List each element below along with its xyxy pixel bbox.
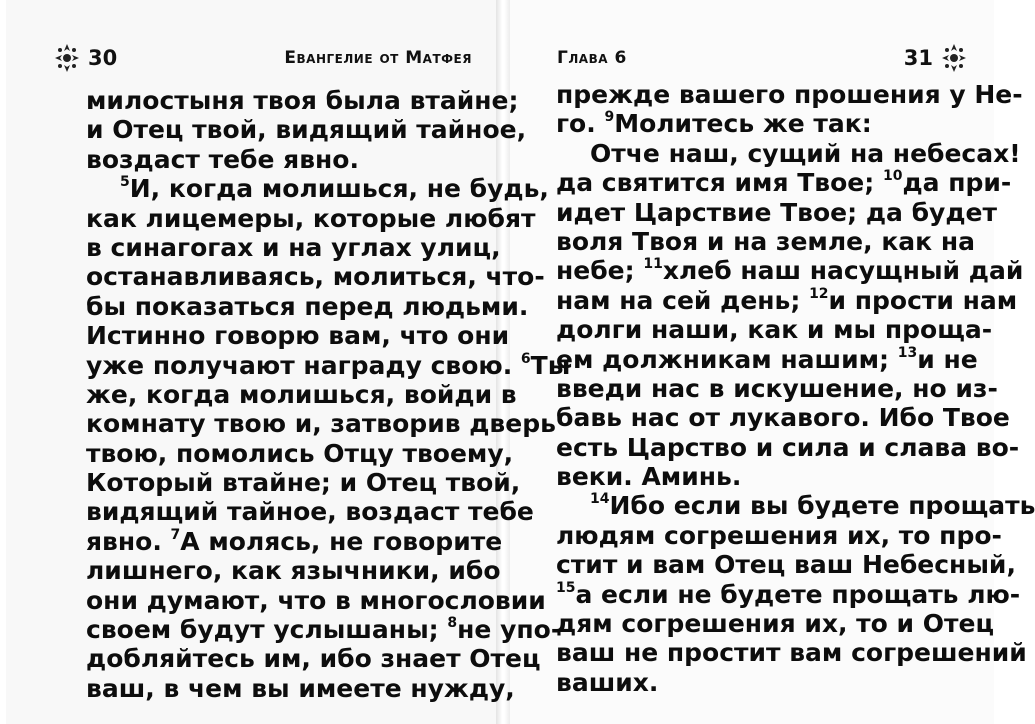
text-line (556, 491, 1035, 521)
text-run: воля Твоя и на земле, как на (556, 226, 975, 256)
text-line (86, 379, 517, 409)
text-run: хлеб наш насущный дай (662, 256, 1024, 286)
text-run: и Отец твой, видящий тайное, (86, 115, 527, 145)
text-run: долги наши, как и мы проща- (556, 315, 993, 345)
text-run: дям согрешения их, то и Отец (556, 609, 995, 639)
text-line (556, 344, 978, 374)
text-line (556, 638, 1027, 668)
text-run: есть Царство и сила и слава во- (556, 432, 1020, 462)
text-run: веки. Аминь. (556, 462, 742, 492)
text-run: введи нас в искушение, но из- (556, 373, 998, 403)
text-run: ваш, в чем вы имеете нужду, (86, 673, 515, 703)
text-line (86, 145, 468, 174)
text-run: го. (556, 109, 605, 139)
text-run: да святится имя Твое; (556, 168, 883, 198)
verse-number: 9 (604, 109, 615, 126)
text-line (86, 232, 501, 262)
verse-number: 7 (170, 526, 181, 543)
text-run: твою, помолись Отцу твоему, (86, 438, 514, 468)
text-line (556, 197, 997, 227)
text-line (86, 673, 515, 703)
text-line (556, 579, 1021, 609)
text-line (86, 203, 536, 233)
text-run: Отче наш, сущий на небесах! (590, 138, 1021, 168)
text-run: своем будут услышаны; (86, 615, 448, 645)
text-run: небе; (556, 256, 644, 286)
right-running-head (557, 40, 969, 76)
text-line (86, 262, 545, 292)
verse-number: 10 (882, 168, 903, 185)
right-body-text (556, 80, 1035, 697)
text-line (556, 109, 940, 138)
text-line (86, 174, 549, 204)
text-run: в синагогах и на углах улиц, (86, 232, 501, 262)
text-line (86, 468, 521, 498)
text-run: прежде вашего прошения у Не- (556, 80, 1023, 109)
text-line (86, 409, 556, 439)
verse-number: 5 (120, 174, 130, 191)
text-run: ваших. (556, 667, 659, 697)
text-line (556, 315, 993, 345)
text-run: а если не будете прощать лю- (575, 579, 1021, 609)
text-run: ем должникам нашим; (556, 344, 898, 374)
text-run: бы показаться перед людьми. (86, 291, 529, 321)
text-run: останавливаясь, молиться, что- (86, 262, 545, 292)
text-run: стит и вам Отец ваш Небесный, (556, 550, 1016, 580)
text-run: лишнего, как язычники, ибо (86, 556, 501, 586)
text-run: идет Царствие Твое; да будет (556, 197, 997, 227)
ornament-left-icon (52, 38, 82, 78)
verse-number: 8 (447, 615, 458, 632)
text-run: людям согрешения их, то про- (556, 520, 1002, 550)
text-run: Молитесь же так: (614, 109, 872, 139)
text-line (556, 285, 1018, 315)
text-run: Ибо если вы будете прощать (609, 491, 1035, 521)
verse-number: 13 (897, 344, 918, 361)
text-line (556, 520, 1002, 550)
text-line (556, 373, 998, 403)
text-line (556, 432, 1020, 462)
text-run: ваш не простит вам согрешений (556, 638, 1027, 668)
text-line (86, 115, 527, 145)
text-line (86, 644, 541, 674)
left-running-head (52, 40, 472, 76)
text-run: А молясь, не говорите (180, 526, 503, 556)
text-line (556, 138, 1021, 168)
text-run: воздаст тебе явно. (86, 144, 359, 174)
verse-number: 12 (809, 285, 829, 302)
text-line (86, 350, 571, 380)
text-line (556, 609, 995, 639)
text-run: они думают, что в многословии (86, 585, 546, 615)
verse-number: 11 (643, 256, 663, 273)
left-running-title: Евангелие от Матфея (284, 48, 472, 68)
left-page-number: 30 (88, 46, 118, 70)
text-run: Истинно говорю вам, что они (86, 321, 510, 351)
text-line (86, 615, 562, 645)
text-run: И, когда молишься, не будь, (129, 174, 549, 204)
text-line (556, 226, 975, 256)
text-line (556, 80, 1023, 109)
text-line (86, 291, 529, 321)
text-run: как лицемеры, которые любят (86, 203, 536, 233)
text-line (556, 462, 940, 491)
text-line (556, 403, 1010, 433)
text-run: нам на сей день; (556, 285, 810, 315)
text-line (556, 168, 1012, 198)
text-line (86, 556, 501, 586)
text-run: добляйтесь им, ибо знает Отец (86, 644, 541, 674)
text-run: Ты (530, 350, 571, 380)
text-run: милостыня твоя была втайне; (86, 86, 519, 115)
verse-number: 15 (556, 579, 576, 596)
text-run: уже получают награду свою. (86, 350, 521, 380)
text-line (86, 526, 503, 556)
text-run: комнату твою и, затворив дверь (86, 409, 556, 439)
text-line (86, 86, 519, 115)
text-run: видящий тайное, воздаст тебе (86, 497, 534, 527)
verse-number: 6 (520, 350, 531, 367)
text-run: и прости нам (828, 285, 1018, 315)
text-run: не упо- (457, 615, 562, 645)
ornament-right-icon (939, 38, 969, 78)
right-running-title: Глава 6 (557, 48, 627, 68)
text-line (86, 585, 546, 615)
text-run: и не (917, 344, 978, 374)
text-run: же, когда молишься, войди в (86, 379, 517, 409)
text-line (86, 438, 514, 468)
text-line (86, 321, 510, 351)
text-run: Который втайне; и Отец твой, (86, 468, 521, 498)
text-run: да при- (902, 168, 1012, 198)
verse-number: 14 (590, 491, 610, 508)
text-line (556, 550, 1016, 580)
text-line (86, 497, 534, 527)
text-line (556, 256, 1024, 286)
text-run: явно. (86, 526, 171, 556)
right-page-number: 31 (903, 46, 933, 70)
text-line (556, 668, 940, 697)
text-run: бавь нас от лукавого. Ибо Твое (556, 403, 1010, 433)
